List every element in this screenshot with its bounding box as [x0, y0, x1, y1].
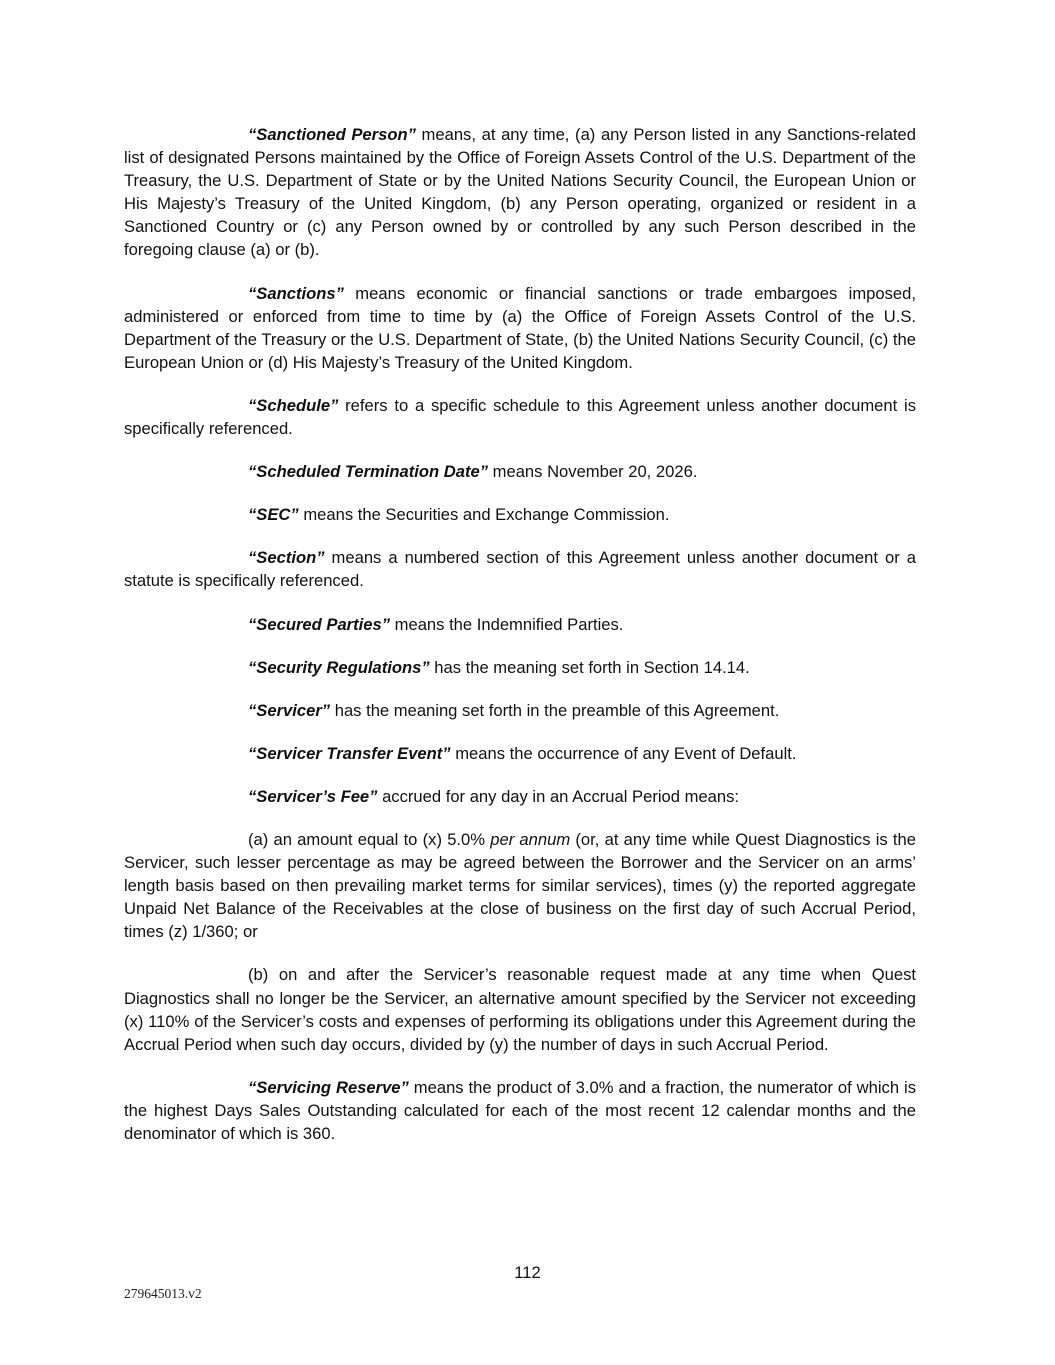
defined-term: “Secured Parties”: [248, 614, 391, 634]
defined-term: “Sanctions”: [248, 283, 344, 303]
definition-secured-parties: [124, 613, 916, 636]
definition-servicer: [124, 699, 916, 722]
clause-b: [124, 963, 916, 1055]
document-page: [124, 123, 916, 1165]
definition-text: means the product of 3.0% and a fraction, the numerator of which is the highest Days Sales Outstanding calculated for each of the most recent 12 calendar months and the denominator of which is 360.: [124, 1077, 916, 1143]
definition-servicers-fee: [124, 785, 916, 808]
definition-section: [124, 546, 916, 592]
defined-term: “Servicer”: [248, 700, 331, 720]
definition-text: refers to a specific schedule to this Agreement unless another document is specifically referenced.: [124, 395, 916, 439]
clause-a-italic: per annum: [490, 829, 571, 849]
definition-text: has the meaning set forth in the preamble of this Agreement.: [330, 700, 780, 720]
defined-term: “Sanctioned Person”: [248, 125, 416, 144]
definition-sanctioned-person: [124, 123, 916, 262]
defined-term: “Section”: [248, 548, 325, 568]
defined-term: “Servicer’s Fee”: [248, 786, 378, 806]
definition-text: means November 20, 2026.: [488, 462, 698, 482]
clause-a: [124, 828, 916, 943]
definition-text: means the Securities and Exchange Commission.: [298, 505, 670, 525]
definition-text: means the occurrence of any Event of Default.: [450, 743, 797, 763]
definition-text: has the meaning set forth in Section 14.14.: [429, 657, 750, 677]
definition-sanctions: [124, 282, 916, 374]
definition-text: means a numbered section of this Agreement unless another document or a statute is specifically referenced.: [124, 548, 916, 591]
clause-a-before: (a) an amount equal to (x) 5.0%: [248, 829, 491, 849]
definition-text: means the Indemnified Parties.: [390, 614, 624, 634]
defined-term: “Schedule”: [248, 395, 339, 415]
defined-term: “Scheduled Termination Date”: [248, 462, 489, 482]
clause-b-text: (b) on and after the Servicer’s reasonable request made at any time when Quest Diagnostics shall no longer be the Servicer, an alternative amount specified by the Servicer not exceeding (x) 110% of the Servicer’s costs and expenses of performing its obligations under this Agreement during the Accrual Period when such day occurs, divided by (y) the number of days in such Accrual Period.: [124, 965, 916, 1054]
defined-term: “Servicer Transfer Event”: [248, 743, 451, 763]
definition-schedule: [124, 394, 916, 440]
definition-text: accrued for any day in an Accrual Period means:: [377, 786, 740, 806]
defined-term: “SEC”: [248, 505, 299, 525]
definition-security-regulations: [124, 656, 916, 679]
definition-text: means, at any time, (a) any Person listed in any Sanctions-related list of designated Persons maintained by the Office of Foreign Assets Control of the U.S. Department of the Treasury, the U.S. Department of State or by the United Nations Security Council, the European Union or His Majesty’s Treasury of the United Kingdom, (b) any Person operating, organized or resident in a Sanctioned Country or (c) any Person owned by or controlled by any such Person described in the foregoing clause (a) or (b).: [124, 125, 916, 260]
defined-term: “Servicing Reserve”: [248, 1077, 409, 1097]
document-id: 279645013.v2: [124, 1286, 202, 1301]
definition-scheduled-termination-date: [124, 460, 916, 483]
definition-servicing-reserve: [124, 1076, 916, 1145]
clause-a-after: (or, at any time while Quest Diagnostics is the Servicer, such lesser percentage as may be agreed between the Borrower and the Servicer on an arms’ length basis based on then prevailing market terms for similar services), times (y) the reported aggregate Unpaid Net Balance of the Receivables at the close of business on the first day of such Accrual Period, times (z) 1/360; or: [124, 829, 916, 942]
definition-text: means economic or financial sanctions or trade embargoes imposed, administered or enforced from time to time by (a) the Office of Foreign Assets Control of the U.S. Department of the Treasury or the U.S. Department of State, (b) the United Nations Security Council, (c) the European Union or (d) His Majesty’s Treasury of the United Kingdom.: [124, 283, 916, 372]
page-number: 112: [514, 1263, 541, 1282]
defined-term: “Security Regulations”: [248, 657, 430, 677]
definition-sec: [124, 503, 916, 526]
definition-servicer-transfer-event: [124, 742, 916, 765]
